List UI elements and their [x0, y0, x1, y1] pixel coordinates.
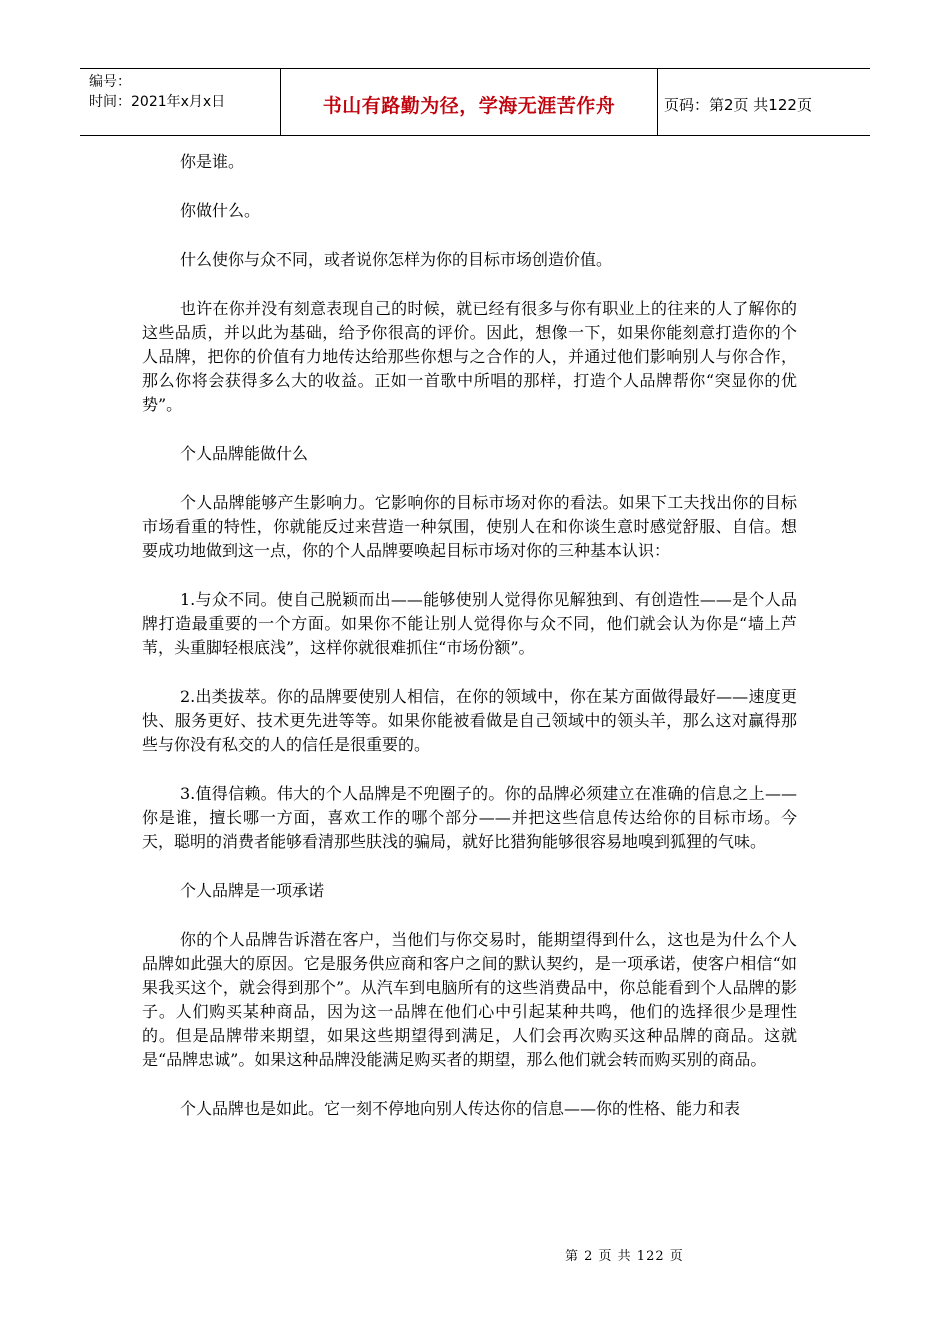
paragraph: 个人品牌能够产生影响力。它影响你的目标市场对你的看法。如果下工夫找出你的目标市场看重的特性，你就能反过来营造一种氛围，使别人在和你谈生意时感觉舒服、自信。想要成功地做到这一点，你的个人品牌要唤起目标市场对你的三种基本认识： — [142, 493, 797, 560]
paragraph: 什么使你与众不同，或者说你怎样为你的目标市场创造价值。 — [180, 250, 613, 269]
page-footer: 第 2 页 共 122 页 — [565, 1249, 684, 1264]
header-page-cell — [658, 69, 870, 135]
paragraph: 也许在你并没有刻意表现自己的时候，就已经有很多与你有职业上的往来的人了解你的这些品质，并以此为基础，给予你很高的评价。因此，想像一下，如果你能刻意打造你的个人品牌，把你的价值有力地传达给那些你想与之合作的人，并通过他们影响别人与你合作，那么你将会获得多么大的收益。正如一首歌中所唱的那样，打造个人品牌帮你“突显你的优势”。 — [142, 299, 797, 414]
document-body — [142, 150, 797, 1146]
list-item: 1.与众不同。使自己脱颖而出——能够使别人觉得你见解独到、有创造性——是个人品牌打造最重要的一个方面。如果你不能让别人觉得你与众不同，他们就会认为你是“墙上芦苇，头重脚轻根底浅”，这样你就很难抓住“市场份额”。 — [142, 590, 797, 657]
list-item: 3.值得信赖。伟大的个人品牌是不兜圈子的。你的品牌必须建立在准确的信息之上——你是谁，擅长哪一方面，喜欢工作的哪个部分——并把这些信息传达给你的目标市场。今天，聪明的消费者能够看清那些肤浅的骗局，就好比猎狗能够很容易地嗅到狐狸的气味。 — [142, 784, 797, 851]
paragraph: 你的个人品牌告诉潜在客户，当他们与你交易时，能期望得到什么，这也是为什么个人品牌如此强大的原因。它是服务供应商和客户之间的默认契约，是一项承诺，使客户相信“如果我买这个，就会得到那个”。从汽车到电脑所有的这些消费品中，你总能看到个人品牌的影子。人们购买某种商品，因为这一品牌在他们心中引起某种共鸣，他们的选择很少是理性的。但是品牌带来期望，如果这些期望得到满足，人们会再次购买这种品牌的商品。这就是“品牌忠诚”。如果这种品牌没能满足购买者的期望，那么他们就会转而购买别的商品。 — [142, 930, 797, 1069]
section-heading: 个人品牌能做什么 — [180, 444, 309, 463]
header-meta-cell — [80, 69, 281, 135]
paragraph: 你做什么。 — [180, 201, 261, 220]
document-header — [80, 68, 870, 136]
header-motto-cell — [281, 69, 658, 135]
document-date: 时间：2021年x月x日 — [89, 94, 226, 110]
paragraph: 你是谁。 — [180, 152, 245, 171]
section-heading: 个人品牌是一项承诺 — [180, 881, 325, 900]
list-item: 2.出类拔萃。你的品牌要使别人相信，在你的领域中，你在某方面做得最好——速度更快、服务更好、技术更先进等等。如果你能被看做是自己领域中的领头羊，那么这对赢得那些与你没有私交的人的信任是很重要的。 — [142, 687, 797, 754]
header-motto: 书山有路勤为径，学海无涯苦作舟 — [322, 94, 616, 117]
paragraph: 个人品牌也是如此。它一刻不停地向别人传达你的信息——你的性格、能力和表 — [180, 1099, 741, 1118]
document-number-label: 编号： — [89, 74, 131, 90]
header-page-info: 页码：第2页 共122页 — [664, 95, 812, 114]
